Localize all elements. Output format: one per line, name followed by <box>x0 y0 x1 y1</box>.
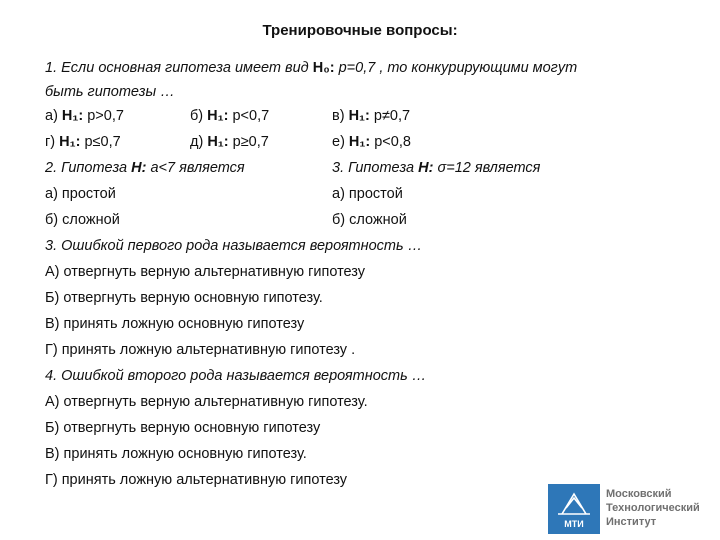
q3b-question: 3. Гипотеза H: σ=12 является <box>332 160 541 176</box>
q3b-option-a: а) простой <box>332 186 403 202</box>
q3-question: 3. Ошибкой первого рода называется вероятность … <box>45 238 423 254</box>
q1-text-line1 <box>45 58 577 78</box>
q2-q3b-row <box>45 158 675 178</box>
q1-h0-label: H₀: <box>312 60 335 76</box>
logo-line3: Институт <box>606 516 657 528</box>
q1-option-e: е) H₁: p<0,8 <box>332 134 411 150</box>
q1-options-row1 <box>45 106 675 126</box>
q1-text-pre: 1. Если основная гипотеза имеет вид <box>45 60 313 76</box>
q4-option-v: В) принять ложную основную гипотезу. <box>45 446 307 462</box>
q2-q3b-options-b <box>45 210 675 230</box>
q1-option-b: б) H₁: p<0,7 <box>190 108 270 124</box>
q1-option-v: в) H₁: p≠0,7 <box>332 108 411 124</box>
logo-abbr: МТИ <box>564 519 584 529</box>
q1-option-a: а) H₁: p>0,7 <box>45 108 124 124</box>
institute-logo <box>548 484 713 534</box>
q3-option-g: Г) принять ложную альтернативную гипотезу . <box>45 342 356 358</box>
q4-question: 4. Ошибкой второго рода называется вероятность … <box>45 368 427 384</box>
q3-option-v: В) принять ложную основную гипотезу <box>45 316 305 332</box>
q3-option-b: Б) отвергнуть верную основную гипотезу. <box>45 290 323 306</box>
page-title: Тренировочные вопросы: <box>262 22 458 39</box>
logo-emblem <box>548 484 600 534</box>
q2-option-b: б) сложной <box>45 212 120 228</box>
q1-option-g: г) H₁: p≤0,7 <box>45 134 121 150</box>
logo-line1: Московский <box>606 488 672 500</box>
logo-text <box>606 487 700 529</box>
q3-option-a: А) отвергнуть верную альтернативную гипотезу <box>45 264 366 280</box>
q1-options-row2 <box>45 132 675 152</box>
q1-text-post: p=0,7 , то конкурирующими могут <box>334 60 578 76</box>
q1-text-line2: быть гипотезы … <box>45 84 175 100</box>
q2-q3b-options-a <box>45 184 675 204</box>
q4-option-b: Б) отвергнуть верную основную гипотезу <box>45 420 321 436</box>
q2-question: 2. Гипотеза H: a<7 является <box>45 160 245 176</box>
q2-option-a: а) простой <box>45 186 116 202</box>
q4-option-a: А) отвергнуть верную альтернативную гипотезу. <box>45 394 368 410</box>
q1-option-d: д) H₁: p≥0,7 <box>190 134 269 150</box>
q3b-option-b: б) сложной <box>332 212 407 228</box>
logo-line2: Технологический <box>606 502 700 514</box>
q4-option-g: Г) принять ложную альтернативную гипотезу <box>45 472 348 488</box>
